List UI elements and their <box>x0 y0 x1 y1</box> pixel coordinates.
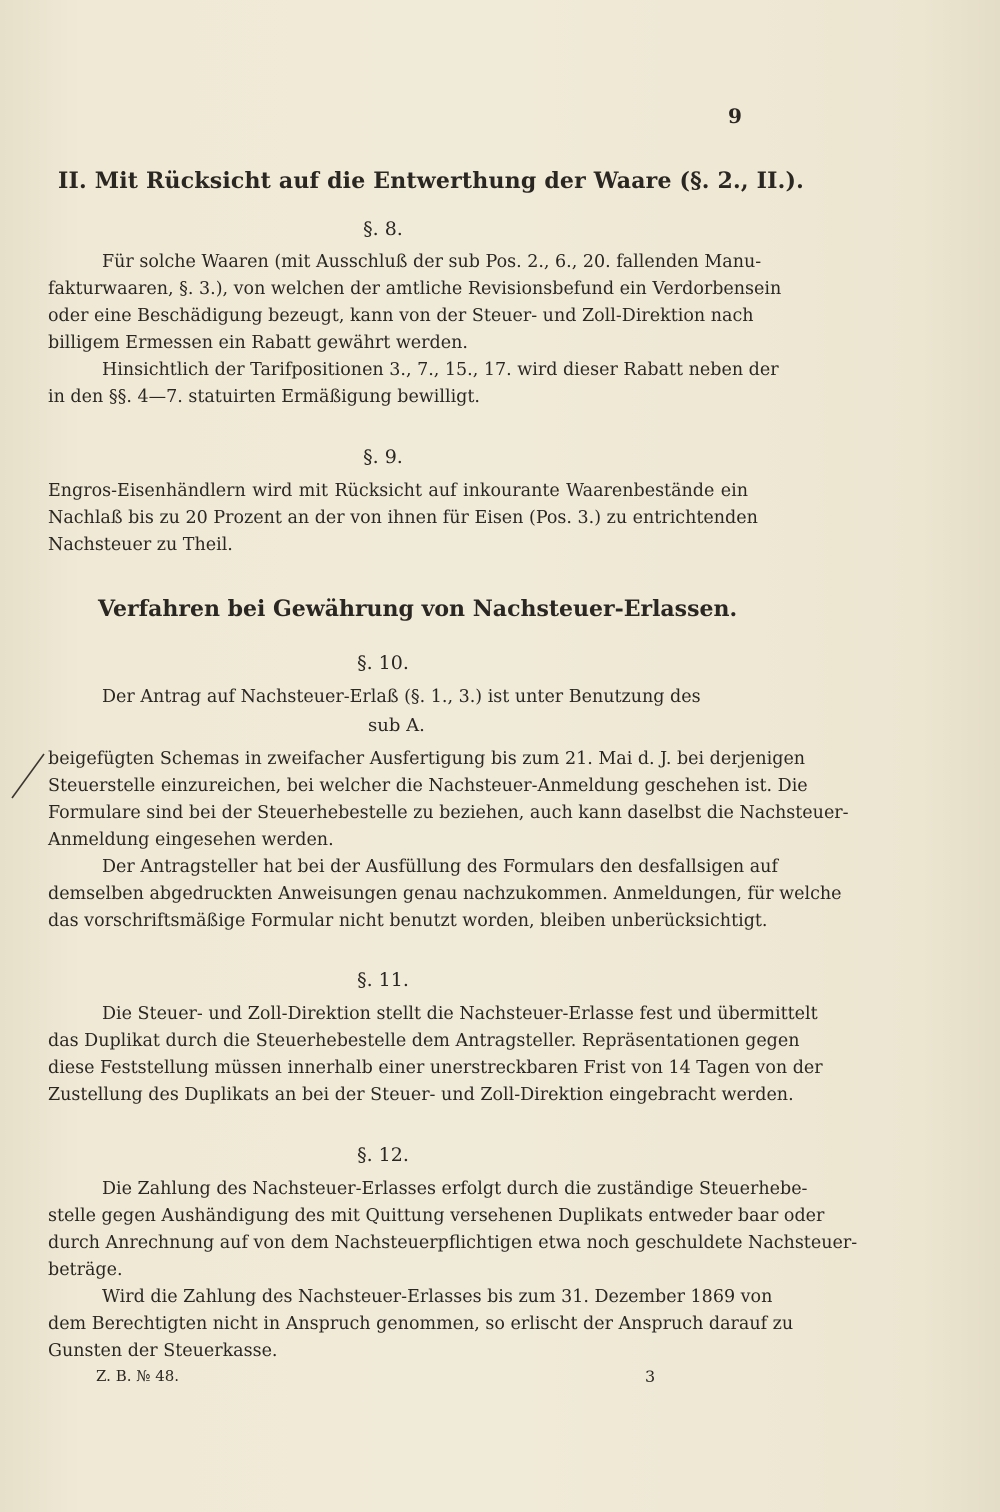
text-line: Die Zahlung des Nachsteuer-Erlasses erfolgt durch die zuständige Steuerhebe- <box>102 1179 808 1199</box>
paragraph-number-12: §. 12. <box>357 1144 409 1166</box>
text-line: fakturwaaren, §. 3.), von welchen der amtliche Revisionsbefund ein Verdorbensein <box>48 279 782 299</box>
page-number: 9 <box>728 104 742 128</box>
section-heading: II. Mit Rücksicht auf die Entwerthung der Waare (§. 2., II.). <box>58 168 804 194</box>
text-line: Nachlaß bis zu 20 Prozent an der von ihnen für Eisen (Pos. 3.) zu entrichtenden <box>48 508 758 528</box>
text-line: das vorschriftsmäßige Formular nicht benutzt worden, bleiben unberücksichtigt. <box>48 911 768 931</box>
text-line: demselben abgedruckten Anweisungen genau nachzukommen. Anmeldungen, für welche <box>48 884 842 904</box>
text-line: diese Feststellung müssen innerhalb einer unerstreckbaren Frist von 14 Tagen von der <box>48 1058 823 1078</box>
paragraph-10-body <box>48 746 849 935</box>
text-line: durch Anrechnung auf von dem Nachsteuerpflichtigen etwa noch geschuldete Nachsteuer- <box>48 1233 858 1253</box>
paragraph-number-10: §. 10. <box>357 652 409 674</box>
text-line: stelle gegen Aushändigung des mit Quittung versehenen Duplikats entweder baar oder <box>48 1206 825 1226</box>
text-line: beträge. <box>48 1260 123 1280</box>
text-line: in den §§. 4—7. statuirten Ermäßigung bewilligt. <box>48 387 480 407</box>
text-line: Engros-Eisenhändlern wird mit Rücksicht auf inkourante Waarenbestände ein <box>48 481 748 501</box>
text-line: Für solche Waaren (mit Ausschluß der sub Pos. 2., 6., 20. fallenden Manu- <box>102 252 762 272</box>
text-line: Die Steuer- und Zoll-Direktion stellt die Nachsteuer-Erlasse fest und übermittelt <box>102 1004 818 1024</box>
text-line: Steuerstelle einzureichen, bei welcher die Nachsteuer-Anmeldung geschehen ist. Die <box>48 776 808 796</box>
sub-a-reference: sub A. <box>368 715 425 736</box>
text-line: Gunsten der Steuerkasse. <box>48 1341 278 1361</box>
paragraph-8-body <box>48 249 782 411</box>
paragraph-11-body <box>48 1001 823 1109</box>
margin-pen-stroke <box>10 752 46 800</box>
text-line: Der Antragsteller hat bei der Ausfüllung des Formulars den desfallsigen auf <box>102 857 778 877</box>
text-line: dem Berechtigten nicht in Anspruch genommen, so erlischt der Anspruch darauf zu <box>48 1314 794 1334</box>
paragraph-12-body <box>48 1176 858 1365</box>
text-line: beigefügten Schemas in zweifacher Ausfertigung bis zum 21. Mai d. J. bei derjenigen <box>48 749 806 769</box>
footer-signature-mark: Z. B. № 48. <box>96 1367 180 1385</box>
text-line: oder eine Beschädigung bezeugt, kann von der Steuer- und Zoll-Direktion nach <box>48 306 754 326</box>
text-line: Anmeldung eingesehen werden. <box>48 830 334 850</box>
paragraph-number-8: §. 8. <box>363 218 403 240</box>
text-line: Nachsteuer zu Theil. <box>48 535 233 555</box>
text-line: das Duplikat durch die Steuerhebestelle dem Antragsteller. Repräsentationen gegen <box>48 1031 800 1051</box>
text-line: Der Antrag auf Nachsteuer-Erlaß (§. 1., 3.) ist unter Benutzung des <box>102 687 701 707</box>
text-line: Wird die Zahlung des Nachsteuer-Erlasses bis zum 31. Dezember 1869 von <box>102 1287 773 1307</box>
paragraph-number-11: §. 11. <box>357 969 409 991</box>
procedure-heading: Verfahren bei Gewährung von Nachsteuer-Erlassen. <box>98 596 738 622</box>
text-line: Zustellung des Duplikats an bei der Steuer- und Zoll-Direktion eingebracht werden. <box>48 1085 794 1105</box>
paragraph-number-9: §. 9. <box>363 446 403 468</box>
text-line: Formulare sind bei der Steuerhebestelle zu beziehen, auch kann daselbst die Nachsteuer- <box>48 803 849 823</box>
paragraph-10-intro <box>48 684 748 711</box>
text-line: billigem Ermessen ein Rabatt gewährt werden. <box>48 333 468 353</box>
text-line: Hinsichtlich der Tarifpositionen 3., 7., 15., 17. wird dieser Rabatt neben der <box>102 360 779 380</box>
footer-sheet-number: 3 <box>645 1367 656 1386</box>
paragraph-9-body <box>48 478 758 559</box>
